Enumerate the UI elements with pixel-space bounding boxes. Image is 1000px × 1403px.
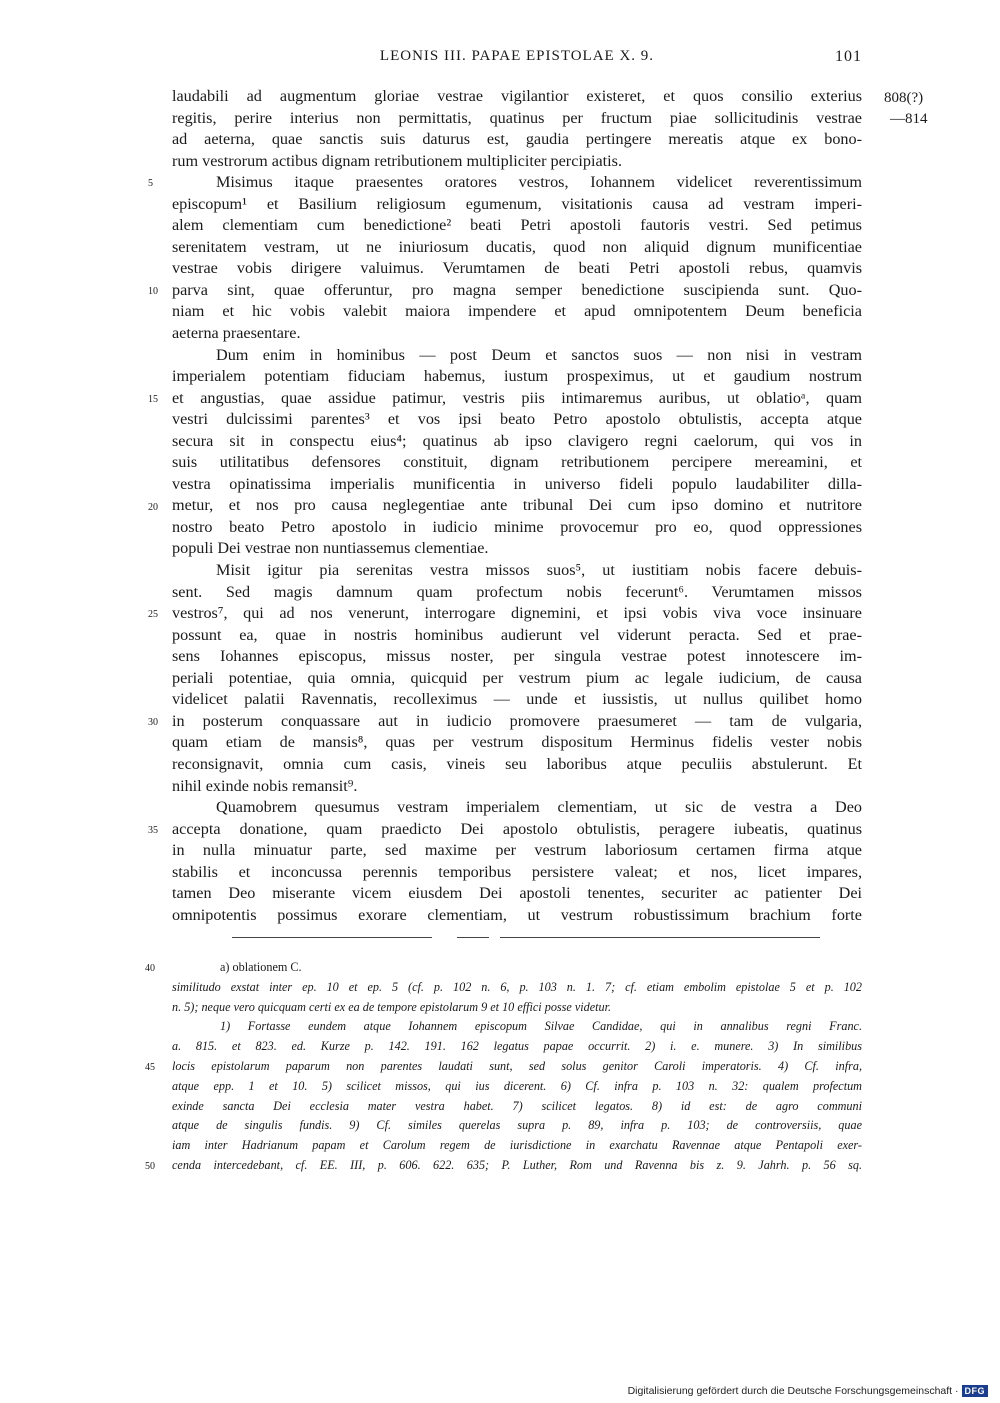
running-title: LEONIS III. PAPAE EPISTOLAE X. 9. [379,48,655,64]
body-line: metur, et nos pro causa neglegentiae ante tribunal Dei cum ipso domino et nutritore [172,496,862,515]
footnote-separator [457,937,489,938]
body-line: niam et hic vobis valebit maiora impendere et apud omnipotentem Deum beneficia [172,302,862,321]
body-line: reconsignavit, omnia cum casis, vineis seu laboribus atque peculiis abstulerunt. Et [172,754,862,773]
page-number: 101 [835,48,862,65]
margin-date [884,88,944,130]
body-line: quam etiam de mansis⁸, quas per vestrum dispositum Herminus fidelis vester nobis [172,733,862,752]
body-line: in nulla minuatur parte, sed maxime per vestrum laboriosum certamen firma atque [172,841,862,860]
body-line: parva sint, quae offeruntur, pro magna semper benedictione suscipienda sunt. Quo- [172,280,862,299]
body-line: nostro beato Petro apostolo in iudicio minime provocemur pro eo, quod oppressiones [172,517,862,536]
body-line: Misit igitur pia serenitas vestra missos suos⁵, ut iustitiam nobis facere debuis- [216,561,862,580]
body-line: secura sit in conspectu eius⁴; quatinus ab ipso clavigero regni caelorum, qui vos in [172,431,862,450]
body-line: laudabili ad augmentum gloriae vestrae vigilantior existeret, et quos consilio exterius [172,87,862,105]
body-line: sens Iohannes episcopus, missus noster, per singula vestrae potest innotescere im- [172,647,862,666]
body-line: possunt ea, quae in nostris hominibus audierunt vel viderunt peracta. Sed et prae- [172,625,862,644]
footnote-line: a. 815. et 823. ed. Kurze p. 142. 191. 162 legatus papae occurrit. 2) i. e. munere. 3) In similibus [172,1039,862,1054]
footnote-separator [500,937,820,938]
body-line: stabilis et inconcussa perennis temporibus persistere valeat; et nos, licet impares, [172,862,862,881]
body-line: omnipotentis possimus exorare clementiam, ut vestrum robustissimum brachium forte [172,905,862,924]
footnote-line: n. 5); neque vero quicquam certi ex ea de tempore epistolarum 9 et 10 effici posse videtur. [172,999,612,1014]
footnote-line: locis epistolarum paparum non parentes laudati sunt, sed solus genitor Caroli imperatoris. 4) Cf. infra, [172,1058,862,1073]
body-line: nihil exinde nobis remansit⁹. [172,776,358,795]
line-number: 40 [145,963,155,974]
body-line: regitis, perire interius non permittatis, quatinus per fructum piae sollicitudinis vestrae [172,108,862,127]
body-line: vestros⁷, qui ad nos venerunt, interrogare dignemini, et ipsi vobis viva voce insinuare [172,604,862,623]
body-line: vestrae vobis dirigere valuimus. Verumtamen de beati Petri apostoli rebus, quamvis [172,259,862,278]
footnote-line: atque epp. 1 et 10. 5) scilicet missos, qui ius dicerent. 6) Cf. infra p. 103 n. 32: qualem profectum [172,1078,862,1093]
body-line: rum vestrorum actibus dignam retributionem multipliciter percipiatis. [172,151,622,170]
footnote-line: cenda intercedebant, cf. EE. III, p. 606. 622. 635; P. Luther, Rom und Ravenna bis z. 9. Jahrh. p. 56 sq. [172,1157,862,1172]
body-line: Misimus itaque praesentes oratores vestros, Iohannem videlicet reverentissimum [216,173,862,192]
body-line: videlicet palatii Ravennatis, recolleximus — unde et iussistis, ut nullus quilibet homo [172,690,862,709]
footnote-line: iam inter Hadrianum papam et Carolum regem de iurisdictione in exarchatu Ravennae atque Pentapoli exer- [172,1138,862,1153]
body-line: ad aeterna, quae sanctis suis daturus est, gaudia pertingere mereatis atque ex bono- [172,130,862,149]
body-line: vestri dulcissimi parentes³ et vos ipsi beato Petro apostolo obtulistis, accepta atque [172,410,862,429]
body-line: imperialem potentiam fiduciam habemus, iustum prospeximus, ut et gaudium nostrum [172,367,862,386]
footnote-line: 1) Fortasse eundem atque Iohannem episcopum Silvae Candidae, qui in annalibus regni Franc. [220,1019,862,1034]
body-line: episcopum¹ et Basilium religiosum egumenum, visitationis causa ad vestram imperi- [172,194,862,213]
line-number: 45 [145,1062,155,1073]
line-number: 35 [148,825,158,836]
line-number: 10 [148,286,158,297]
line-number: 50 [145,1161,155,1172]
line-number: 15 [148,394,158,405]
line-number: 20 [148,502,158,513]
dfg-logo: DFG [962,1385,989,1397]
margin-date-end: —814 [890,111,928,127]
body-line: Quamobrem quesumus vestram imperialem clementiam, ut sic de vestra a Deo [216,798,862,817]
line-number: 25 [148,609,158,620]
footnote-line: atque de singulis fundis. 9) Cf. similes querelas supra p. 89, infra p. 103; de controversiis, quae [172,1118,862,1133]
body-line: tamen Deo miserante vicem eiusdem Dei apostoli tenentes, securiter ac patienter Dei [172,884,862,903]
footnote-line: similitudo exstat inter ep. 10 et ep. 5 (cf. p. 102 n. 6, p. 103 n. 1. 7; cf. etiam embolim epistolae 5 et p. 102 [172,979,862,994]
body-line: in posterum conquassare aut in iudicio promovere praesumeret — tam de vulgaria, [172,711,862,730]
body-line: Dum enim in hominibus — post Deum et sanctos suos — non nisi in vestram [216,345,862,364]
body-line: alem clementiam cum benedictione² beati Petri apostoli fautoris vestri. Sed petimus [172,216,862,235]
body-line: sent. Sed magis damnum quam profectum nobis fecerunt⁶. Verumtamen missos [172,582,862,601]
body-line: serenitatem vestram, ut ne iniuriosum ducatis, quod non aliquid dignum munificentiae [172,237,862,256]
margin-date-start: 808(?) [884,90,924,106]
body-line: accepta donatione, quam praedicto Dei apostolo obtulistis, peragere iubeatis, quatinus [172,819,862,838]
body-line: suis utilitatibus defensores constituit, dignam retributionem percipere mereamini, et [172,453,862,472]
body-line: periali potentiae, quia omnia, quicquid per vestrum pium ac legale iudicium, de causa [172,668,862,687]
body-line: populi Dei vestrae non nuntiassemus clementiae. [172,539,489,558]
footnotes [172,958,862,1176]
body-line: vestra opinatissima imperialis munificentia in universo fideli populo laudabiliter dilla- [172,474,862,493]
credit-text: Digitalisierung gefördert durch die Deutsche Forschungsgemeinschaft · [627,1385,959,1397]
body-line: aeterna praesentare. [172,324,301,343]
footnote-line: a) oblationem C. [220,960,302,974]
letter-body [172,86,862,926]
running-header [172,48,862,72]
digitization-credit [628,1385,988,1397]
footnote-separator [232,937,432,938]
line-number: 5 [148,178,153,189]
footnote-line: exinde sancta Dei ecclesia mater vestra habet. 7) scilicet legatos. 8) id est: de agro communi [172,1098,862,1113]
line-number: 30 [148,717,158,728]
body-line: et angustias, quae assidue patimur, vestris piis intimaremus auribus, ut oblatioᵃ, quam [172,388,862,407]
